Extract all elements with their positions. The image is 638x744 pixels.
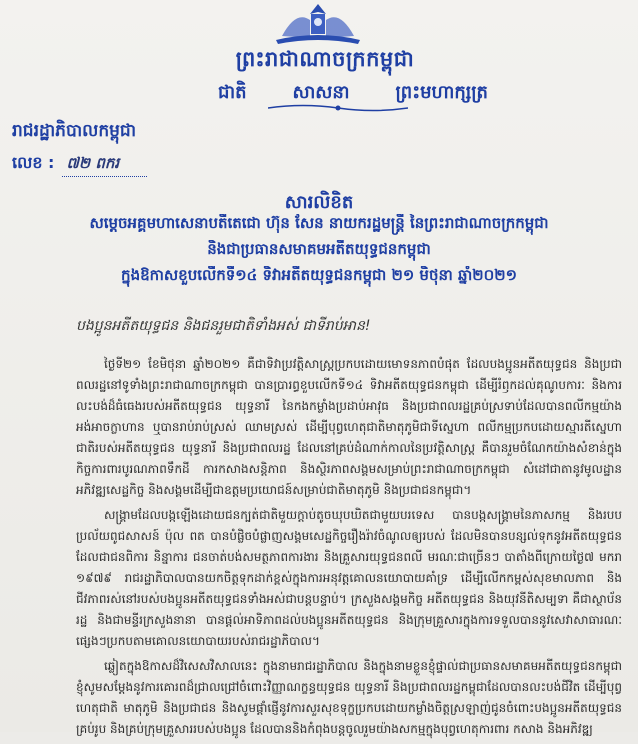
salutation: បងប្អូនអតីតយុទ្ធជន និងជនរួមជាតិទាំងអស់ ជាទីរាប់អាន! — [76, 318, 371, 334]
title-line-1: សម្តេចអគ្គមហាសេនាបតីតេជោ ហ៊ុន សែន នាយករដ្ឋមន្ត្រី នៃព្រះរាជាណាចក្រកម្ពុជា — [89, 214, 549, 232]
letter-heading: សារលិខិត — [284, 192, 354, 213]
government-label: រាជរដ្ឋាភិបាលកម្ពុជា — [12, 121, 137, 141]
reference-label: លេខ : — [12, 153, 55, 172]
reference-value: ៧២ ពករ — [62, 154, 147, 177]
reference-number — [12, 152, 147, 177]
body-paragraph: ថ្ងៃទី២១ ខែមិថុនា ឆ្នាំ២០២១ គឺជាទិវាប្រវត្តិសាស្ត្រប្រកបដោយមោទនភាពបំផុត ដែលបងប្អូនអតីតយុទ្ធជន និងប្រជាពលរដ្ឋនៅទូទាំងព្រះរាជាណាចក្រកម្ពុជា បានប្រារព្ធខួបលើកទី១៤ ទិវាអតីតយុទ្ធជនកម្ពុជា ដើម្បីរំឭកដល់គុណូបការៈ និងការលះបង់ដ៏ធំធេងរបស់អតីតយុទ្ធជន យុទ្ធនារី នៃកងកម្លាំងប្រដាប់អាវុធ និងប្រជាពលរដ្ឋគ្រប់ស្រទាប់ដែលបានពលីកម្មយ៉ាងអង់អាចក្លាហាន ឬបានរាប់រាប់ស្រស់ ឈាមស្រស់ ដើម្បីបុព្វហេតុជាតិមាតុភូមិជាទីស្នេហា ពលីកម្មប្រកបដោយស្មារតីស្នេហាជាតិរបស់អតីតយុទ្ធជន យុទ្ធនារី និងប្រជាពលរដ្ឋ ដែលនៅគ្រប់ដំណាក់កាលនៃប្រវត្តិសាស្ត្រ គឺបានរួមចំណែកយ៉ាងសំខាន់ក្នុងកិច្ចការពារបូរណភាពទឹកដី ការកសាងសន្តិភាព និងស្ថិរភាពសង្គមសម្រាប់ព្រះរាជាណាចក្រកម្ពុជា សំដៅជាតានូវមូលដ្ឋានអភិវឌ្ឍសេដ្ឋកិច្ច និងសង្គមដើម្បីជាឧត្តមប្រយោជន៍សម្រាប់ជាតិមាតុភូមិ និងប្រជាជនកម្ពុជា។ — [76, 357, 622, 497]
ornament-divider — [268, 103, 408, 113]
body-paragraph: សង្គ្រាមដែលបង្កឡើងដោយជនក្បត់ជាតិមួយក្តាប់តូចឃុបឃិតជាមួយបរទេស បានបង្កសង្គ្រាមនៃភាសកម្ម និងរបបប្រល័យពូជសាសន៍ ប៉ុល ពត បានបំផ្លិចបំផ្លាញសង្គមសេដ្ឋកិច្ចរឿងរ៉ាវចំណូលឲ្យរបស់ ដែលមិនបានបន្សល់ទុកនូវអតីតយុទ្ធជនដែលជាជនពិការ និន្នាការ ជនចាត់បង់សមត្ថភាពការងារ និងគ្រួសារយុទ្ធជនពលី មរណៈជាច្រើនៗ បាតាំងពីក្រោយថ្ងៃ៧ មករា ១៩៧៩ រាជរដ្ឋាភិបាលបានយកចិត្តទុកដាក់ខ្ពស់ក្នុងការអនុវត្តគោលនយោបាយគាំទ្រ ដើម្បីលើកកម្ពស់សុខមាលភាព និងជីវភាពរស់នៅរបស់បងប្អូនអតីតយុទ្ធជនទាំងអស់ជាបន្តបន្ទាប់។ ក្រសួងសង្គមកិច្ច អតីតយុទ្ធជន និងយុវនីតិសម្បទា គឺជាស្ថាប័នរដ្ឋ និងជាមន្ទីរក្រសួងនានា បានផ្តល់អាទិភាពដល់បងប្អូនអតីតយុទ្ធជន និងក្រុមគ្រួសារក្នុងការទទួលបាននូវសេវាសាធារណៈផ្សេងៗប្រកបតាមគោលនយោបាយរបស់រាជរដ្ឋាភិបាល។ — [76, 508, 622, 648]
motto-word: សាសនា — [292, 82, 350, 103]
title-line-2: និងជាប្រធានសមាគមអតីតយុទ្ធជនកម្ពុជា — [207, 240, 431, 258]
kingdom-heading: ព្រះរាជាណាចក្រកម្ពុជា — [235, 47, 415, 71]
letter-title-block — [0, 190, 638, 292]
letter-body — [76, 354, 622, 744]
title-line-3: ក្នុងឱកាសខួបលើកទី១៤ ទិវាអតីតយុទ្ធជនកម្ពុជា ២១ មិថុនា ឆ្នាំ២០២១ — [121, 266, 517, 284]
royal-coat-of-arms-emblem — [262, 0, 374, 46]
body-paragraph: ឆ្លៀតក្នុងឱកាសដ៏វិសេសវិសាលនេះ ក្នុងនាមរាជរដ្ឋាភិបាល និងក្នុងនាមខ្លួនខ្ញុំផ្ទាល់ជាប្រធានសមាគមអតីតយុទ្ធជនកម្ពុជា ខ្ញុំសូមសម្តែងនូវការគោរពដ៏ជ្រាលជ្រៅចំពោះវិញ្ញាណក្ខន្ធយុទ្ធជន យុទ្ធនារី និងប្រជាពលរដ្ឋកម្ពុជាដែលបានលះបង់ជីវិត ដើម្បីបុព្វហេតុជាតិ មាតុភូមិ និងប្រជាជន និងសូមផ្តាំផ្ញើនូវការសួរសុខទុក្ខប្រកបដោយកម្លាំងចិត្តស្រឡាញ់ជូនចំពោះបងប្អូនអតីតយុទ្ធជនគ្រប់រូប និងគ្រប់ក្រុមគ្រួសាររបស់បងប្អូន ដែលបាននិងកំពុងបន្តចូលរួមយ៉ាងសកម្មក្នុងបុព្វហេតុការពារ កសាង និងអភិវឌ្ឍ — [76, 659, 622, 736]
motto-word: ព្រះមហាក្សត្រ — [395, 82, 488, 103]
motto-word: ជាតិ — [218, 82, 247, 103]
